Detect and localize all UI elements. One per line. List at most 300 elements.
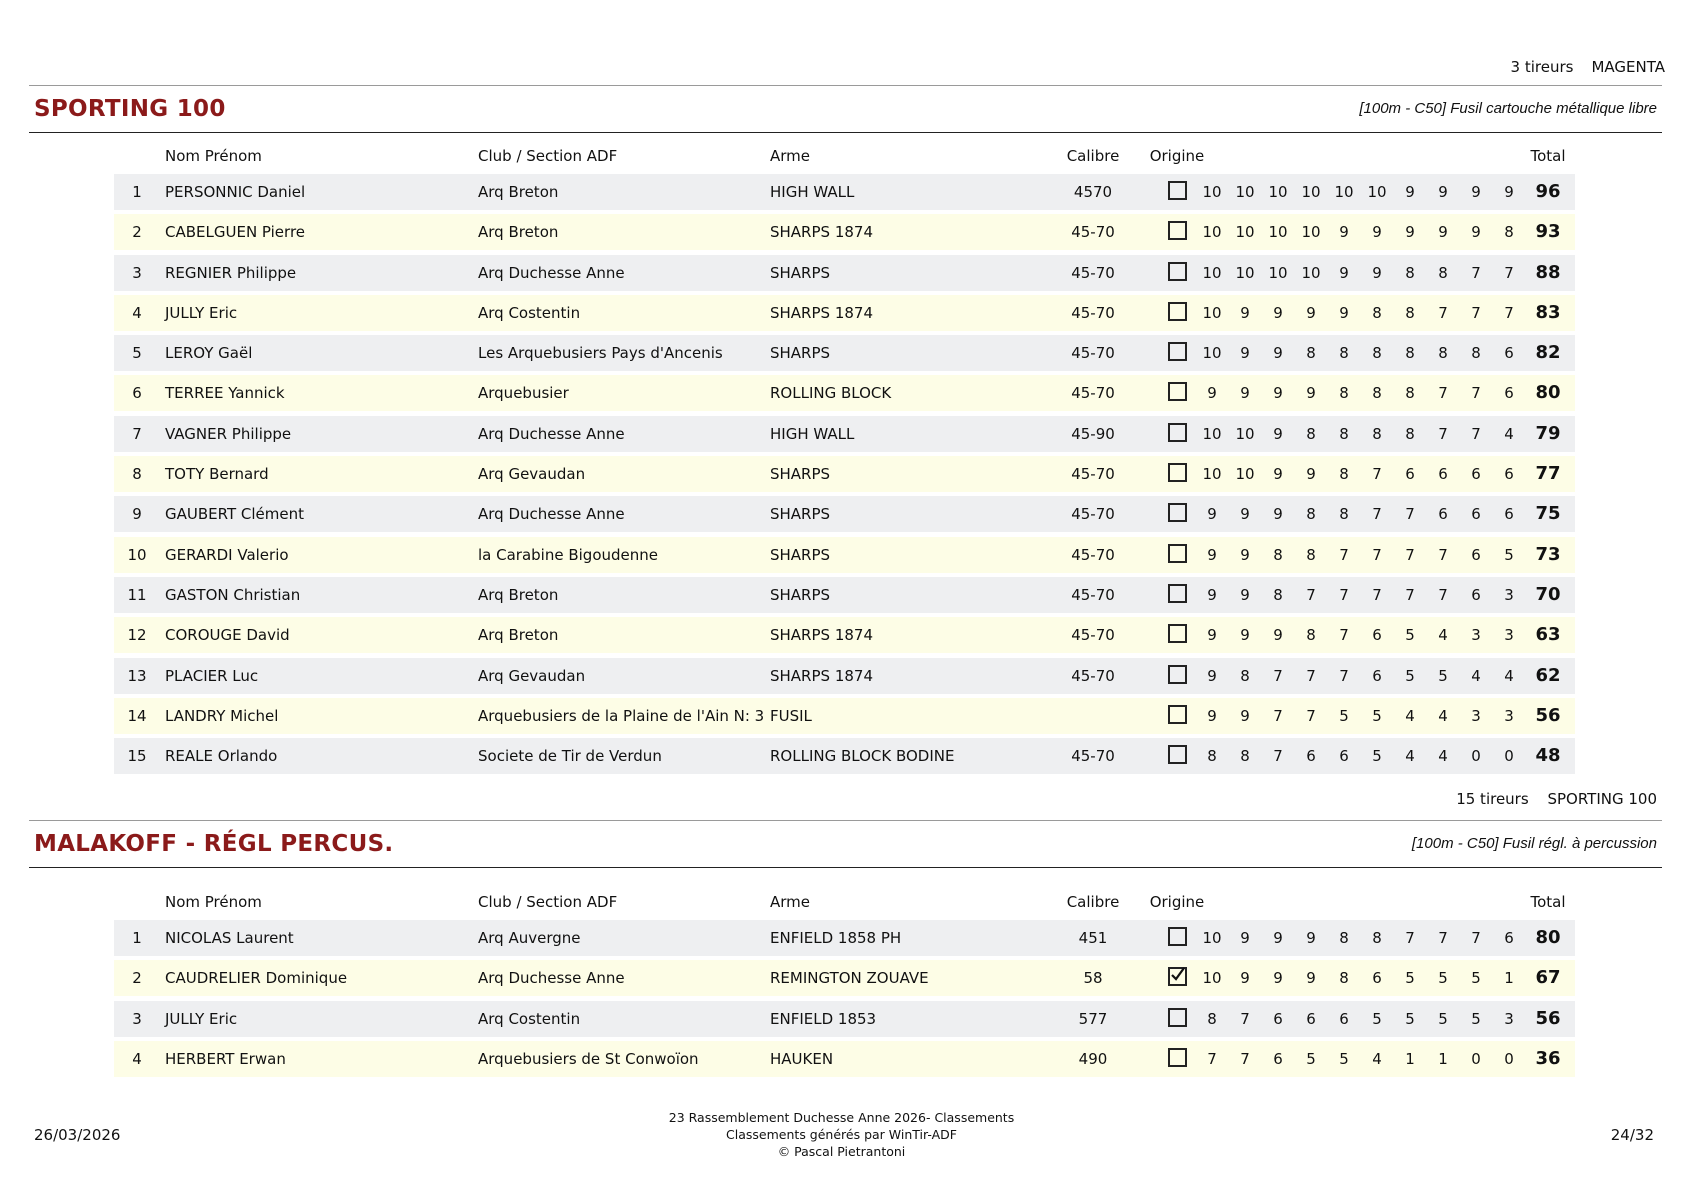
score-cell: 9	[1273, 465, 1283, 484]
score-cell: 10	[1235, 465, 1255, 484]
col-header-club: Club / Section ADF	[478, 147, 618, 165]
score-cell: 9	[1207, 545, 1217, 564]
score-cell: 9	[1207, 666, 1217, 685]
score-cell: 4	[1438, 706, 1448, 725]
score-cell: 8	[1240, 666, 1250, 685]
total-score: 63	[1535, 624, 1561, 646]
score-cell: 4	[1405, 747, 1415, 766]
score-cell: 0	[1504, 747, 1514, 766]
score-cell: 4	[1438, 747, 1448, 766]
table-row	[114, 738, 1575, 774]
score-cell: 8	[1471, 344, 1481, 363]
checkbox-icon	[1168, 382, 1187, 401]
score-cell: 0	[1471, 747, 1481, 766]
total-score: 82	[1535, 342, 1561, 364]
score-cell: 7	[1405, 545, 1415, 564]
score-cell: 10	[1334, 183, 1354, 201]
table-row	[114, 214, 1575, 250]
score-cell: 8	[1339, 929, 1349, 947]
shooter-name: TOTY Bernard	[165, 465, 269, 484]
table-row	[114, 255, 1575, 291]
table-row	[114, 416, 1575, 452]
score-cell: 9	[1207, 585, 1217, 604]
col-header-arme: Arme	[770, 893, 811, 911]
weapon-name: HAUKEN	[770, 1049, 834, 1068]
score-cell: 4	[1504, 666, 1514, 685]
score-cell: 5	[1372, 747, 1382, 766]
score-cell: 7	[1372, 505, 1382, 524]
score-cell: 8	[1372, 303, 1382, 322]
rank-cell: 14	[127, 706, 147, 725]
score-cell: 8	[1372, 929, 1382, 947]
score-cell: 8	[1339, 465, 1349, 484]
total-score: 83	[1535, 301, 1561, 323]
weapon-name: SHARPS 1874	[770, 626, 873, 645]
checkbox-icon	[1168, 221, 1187, 240]
total-score: 70	[1535, 583, 1561, 605]
score-cell: 9	[1240, 384, 1250, 403]
score-cell: 0	[1471, 1049, 1481, 1068]
total-score: 73	[1535, 543, 1561, 565]
score-cell: 7	[1471, 303, 1481, 322]
weapon-name: SHARPS	[770, 465, 831, 484]
score-cell: 8	[1504, 223, 1514, 242]
score-cell: 6	[1273, 1009, 1283, 1028]
col-header-calibre: Calibre	[1066, 893, 1120, 911]
score-cell: 6	[1306, 747, 1316, 766]
score-cell: 9	[1273, 424, 1283, 443]
shooter-name: GERARDI Valerio	[165, 545, 289, 564]
score-cell: 9	[1471, 223, 1481, 242]
score-cell: 8	[1405, 424, 1415, 443]
score-cell: 6	[1504, 465, 1514, 484]
table-row	[114, 335, 1575, 371]
weapon-name: SHARPS 1874	[770, 223, 873, 242]
score-cell: 9	[1339, 263, 1349, 282]
checkbox-icon	[1168, 584, 1187, 603]
score-cell: 10	[1202, 183, 1222, 201]
total-score: 48	[1535, 745, 1561, 767]
col-header-name: Nom Prénom	[165, 147, 262, 165]
calibre-value	[1054, 698, 1132, 734]
score-cell: 10	[1235, 223, 1255, 242]
calibre-value: 58	[1083, 969, 1103, 988]
shooter-name: JULLY Eric	[165, 1009, 238, 1028]
club-name: Arq Duchesse Anne	[478, 263, 625, 282]
col-header-name: Nom Prénom	[165, 893, 262, 911]
score-cell: 7	[1438, 384, 1448, 403]
score-cell: 8	[1339, 344, 1349, 363]
weapon-name: HIGH WALL	[770, 424, 855, 443]
score-cell: 6	[1471, 505, 1481, 524]
total-score: 67	[1535, 967, 1561, 989]
score-cell: 6	[1438, 505, 1448, 524]
score-cell: 8	[1339, 384, 1349, 403]
score-cell: 10	[1202, 424, 1222, 443]
score-cell: 10	[1268, 183, 1288, 201]
score-cell: 3	[1504, 626, 1514, 645]
score-cell: 8	[1438, 344, 1448, 363]
score-cell: 9	[1306, 384, 1316, 403]
score-cell: 5	[1405, 969, 1415, 988]
score-cell: 9	[1372, 223, 1382, 242]
club-name: Arquebusiers de St Conwoïon	[478, 1049, 699, 1068]
score-cell: 10	[1268, 263, 1288, 282]
calibre-value: 45-90	[1071, 424, 1115, 443]
checkbox-icon	[1168, 544, 1187, 563]
rank-cell: 6	[132, 384, 142, 403]
score-cell: 7	[1438, 424, 1448, 443]
score-cell: 3	[1471, 626, 1481, 645]
table-row	[114, 577, 1575, 613]
score-cell: 7	[1438, 303, 1448, 322]
score-cell: 10	[1367, 183, 1387, 201]
table-header-row	[114, 138, 1575, 174]
score-cell: 6	[1339, 1009, 1349, 1028]
score-cell: 5	[1405, 626, 1415, 645]
score-cell: 7	[1306, 706, 1316, 725]
score-cell: 9	[1339, 223, 1349, 242]
table-row	[114, 920, 1575, 956]
score-cell: 7	[1372, 545, 1382, 564]
score-cell: 7	[1273, 666, 1283, 685]
score-cell: 9	[1438, 183, 1448, 201]
score-cell: 9	[1306, 929, 1316, 947]
weapon-name: ENFIELD 1858 PH	[770, 929, 902, 947]
rank-cell: 12	[127, 626, 147, 645]
section-title: MALAKOFF - RÉGL PERCUS.	[34, 831, 394, 857]
col-header-club: Club / Section ADF	[478, 893, 618, 911]
score-cell: 4	[1438, 626, 1448, 645]
total-score: 80	[1535, 927, 1561, 948]
calibre-value: 45-70	[1071, 585, 1115, 604]
score-cell: 7	[1438, 585, 1448, 604]
score-cell: 9	[1207, 626, 1217, 645]
score-cell: 6	[1438, 465, 1448, 484]
rank-cell: 2	[132, 969, 142, 988]
rank-cell: 2	[132, 223, 142, 242]
calibre-value: 451	[1078, 929, 1108, 947]
footer-page-number: 24/32	[1610, 1126, 1654, 1144]
score-cell: 1	[1438, 1049, 1448, 1068]
previous-section-summary	[1511, 58, 1665, 76]
shooter-name: REGNIER Philippe	[165, 263, 297, 282]
total-score: 88	[1535, 261, 1561, 283]
score-cell: 5	[1339, 706, 1349, 725]
score-cell: 7	[1339, 626, 1349, 645]
rank-cell: 15	[127, 747, 147, 766]
rank-cell: 3	[132, 263, 142, 282]
score-cell: 8	[1438, 263, 1448, 282]
col-header-origine: Origine	[1149, 147, 1205, 165]
results-table	[114, 138, 1575, 778]
score-cell: 7	[1471, 929, 1481, 947]
club-name: Arq Breton	[478, 626, 559, 645]
club-name: Arquebusier	[478, 384, 569, 403]
rank-cell: 5	[132, 344, 142, 363]
weapon-name: ROLLING BLOCK BODINE	[770, 747, 955, 766]
score-cell: 7	[1405, 505, 1415, 524]
section-title: SPORTING 100	[34, 96, 226, 122]
club-name: Arq Costentin	[478, 1009, 581, 1028]
table-row	[114, 295, 1575, 331]
score-cell: 9	[1504, 183, 1514, 201]
score-cell: 7	[1339, 545, 1349, 564]
score-cell: 8	[1372, 344, 1382, 363]
table-row	[114, 174, 1575, 210]
score-cell: 5	[1372, 1009, 1382, 1028]
checkbox-icon	[1168, 503, 1187, 522]
score-cell: 7	[1306, 585, 1316, 604]
score-cell: 8	[1273, 545, 1283, 564]
club-name: Societe de Tir de Verdun	[478, 747, 662, 766]
section-summary	[1456, 790, 1657, 808]
calibre-value: 45-70	[1071, 545, 1115, 564]
score-cell: 10	[1235, 424, 1255, 443]
footer-line-1: 23 Rassemblement Duchesse Anne 2026- Classements	[668, 1110, 1015, 1125]
score-cell: 9	[1405, 223, 1415, 242]
score-cell: 8	[1405, 384, 1415, 403]
score-cell: 7	[1339, 585, 1349, 604]
weapon-name: SHARPS	[770, 344, 831, 363]
club-name: Arq Duchesse Anne	[478, 969, 625, 988]
score-cell: 4	[1405, 706, 1415, 725]
score-cell: 8	[1240, 747, 1250, 766]
calibre-value: 4570	[1073, 183, 1113, 201]
score-cell: 3	[1504, 585, 1514, 604]
score-cell: 6	[1273, 1049, 1283, 1068]
table-row	[114, 1041, 1575, 1077]
score-cell: 6	[1471, 545, 1481, 564]
score-cell: 9	[1273, 303, 1283, 322]
checkbox-icon	[1168, 1008, 1187, 1027]
weapon-name: SHARPS	[770, 505, 831, 524]
shooter-name: LEROY Gaël	[165, 344, 253, 363]
shooter-name: REALE Orlando	[165, 747, 278, 766]
score-cell: 9	[1240, 303, 1250, 322]
score-cell: 8	[1339, 505, 1349, 524]
section-sporting-100	[29, 85, 1662, 808]
table-row	[114, 456, 1575, 492]
score-cell: 7	[1339, 666, 1349, 685]
rank-cell: 11	[127, 585, 147, 604]
score-cell: 6	[1504, 505, 1514, 524]
score-cell: 3	[1471, 706, 1481, 725]
score-cell: 6	[1339, 747, 1349, 766]
section-subtitle: [100m - C50] Fusil régl. à percussion	[1411, 835, 1657, 852]
table-row	[114, 1001, 1575, 1037]
score-cell: 8	[1405, 303, 1415, 322]
score-cell: 7	[1273, 706, 1283, 725]
club-name: Arq Duchesse Anne	[478, 424, 625, 443]
col-header-total: Total	[1530, 893, 1566, 911]
score-cell: 8	[1306, 344, 1316, 363]
score-cell: 7	[1306, 666, 1316, 685]
footer-line-2: Classements générés par WinTir-ADF	[726, 1127, 957, 1142]
calibre-value: 490	[1078, 1049, 1108, 1068]
score-cell: 6	[1372, 969, 1382, 988]
score-cell: 9	[1240, 706, 1250, 725]
shooter-name: PERSONNIC Daniel	[165, 183, 306, 201]
score-cell: 5	[1504, 545, 1514, 564]
club-name: Arquebusiers de la Plaine de l'Ain N: 3	[478, 706, 765, 725]
score-cell: 6	[1372, 666, 1382, 685]
score-cell: 8	[1306, 626, 1316, 645]
score-cell: 9	[1240, 969, 1250, 988]
score-cell: 6	[1306, 1009, 1316, 1028]
score-cell: 7	[1405, 929, 1415, 947]
section-header	[29, 820, 1662, 868]
total-score: 62	[1535, 664, 1561, 686]
score-cell: 5	[1438, 969, 1448, 988]
score-cell: 0	[1504, 1049, 1514, 1068]
score-cell: 8	[1405, 263, 1415, 282]
checkbox-icon	[1168, 665, 1187, 684]
rank-cell: 1	[132, 929, 142, 947]
score-cell: 9	[1240, 929, 1250, 947]
score-cell: 9	[1339, 303, 1349, 322]
rank-cell: 13	[127, 666, 147, 685]
score-cell: 10	[1202, 929, 1222, 947]
score-cell: 9	[1273, 384, 1283, 403]
previous-section-count: 3 tireurs	[1510, 58, 1574, 76]
score-cell: 9	[1273, 626, 1283, 645]
score-cell: 5	[1339, 1049, 1349, 1068]
score-cell: 8	[1207, 1009, 1217, 1028]
score-cell: 10	[1301, 183, 1321, 201]
calibre-value: 45-70	[1071, 626, 1115, 645]
score-cell: 7	[1504, 263, 1514, 282]
score-cell: 6	[1504, 384, 1514, 403]
club-name: Arq Breton	[478, 223, 559, 242]
section-summary-count: 15 tireurs	[1456, 790, 1529, 808]
score-cell: 7	[1438, 929, 1448, 947]
score-cell: 7	[1240, 1009, 1250, 1028]
shooter-name: CAUDRELIER Dominique	[165, 969, 348, 988]
calibre-value: 45-70	[1071, 384, 1115, 403]
score-cell: 8	[1306, 505, 1316, 524]
weapon-name: ROLLING BLOCK	[770, 384, 892, 403]
club-name: Arq Breton	[478, 585, 559, 604]
score-cell: 7	[1405, 585, 1415, 604]
score-cell: 6	[1405, 465, 1415, 484]
score-cell: 9	[1306, 303, 1316, 322]
score-cell: 6	[1471, 465, 1481, 484]
score-cell: 1	[1405, 1049, 1415, 1068]
checkbox-icon	[1168, 342, 1187, 361]
score-cell: 10	[1202, 969, 1222, 988]
total-score: 79	[1535, 422, 1561, 444]
shooter-name: COROUGE David	[165, 626, 290, 645]
score-cell: 3	[1504, 1009, 1514, 1028]
club-name: la Carabine Bigoudenne	[478, 545, 658, 564]
score-cell: 8	[1372, 384, 1382, 403]
table-row	[114, 496, 1575, 532]
checkbox-icon	[1168, 302, 1187, 321]
col-header-calibre: Calibre	[1066, 147, 1120, 165]
total-score: 36	[1535, 1047, 1561, 1069]
section-summary-name: SPORTING 100	[1547, 790, 1657, 808]
score-cell: 6	[1372, 626, 1382, 645]
footer-credits	[0, 1109, 1683, 1160]
shooter-name: LANDRY Michel	[165, 706, 279, 725]
club-name: Arq Breton	[478, 183, 559, 201]
score-cell: 9	[1438, 223, 1448, 242]
shooter-name: GASTON Christian	[165, 585, 301, 604]
score-cell: 3	[1504, 706, 1514, 725]
section-subtitle: [100m - C50] Fusil cartouche métallique libre	[1359, 100, 1657, 117]
rank-cell: 3	[132, 1009, 142, 1028]
score-cell: 5	[1405, 1009, 1415, 1028]
score-cell: 8	[1306, 545, 1316, 564]
club-name: Arq Duchesse Anne	[478, 505, 625, 524]
results-table	[114, 884, 1575, 1081]
score-cell: 5	[1471, 1009, 1481, 1028]
score-cell: 10	[1301, 223, 1321, 242]
rank-cell: 10	[127, 545, 147, 564]
score-cell: 5	[1438, 666, 1448, 685]
score-cell: 6	[1504, 929, 1514, 947]
total-score: 75	[1535, 503, 1561, 525]
score-cell: 8	[1339, 424, 1349, 443]
calibre-value: 45-70	[1071, 263, 1115, 282]
score-cell: 9	[1273, 505, 1283, 524]
weapon-name: SHARPS	[770, 585, 831, 604]
checkbox-icon	[1168, 181, 1187, 200]
calibre-value: 577	[1078, 1009, 1108, 1028]
score-cell: 10	[1235, 263, 1255, 282]
score-cell: 4	[1372, 1049, 1382, 1068]
score-cell: 7	[1372, 585, 1382, 604]
rank-cell: 9	[132, 505, 142, 524]
rank-cell: 8	[132, 465, 142, 484]
total-score: 93	[1535, 221, 1561, 243]
score-cell: 5	[1438, 1009, 1448, 1028]
club-name: Les Arquebusiers Pays d'Ancenis	[478, 344, 723, 363]
score-cell: 9	[1207, 384, 1217, 403]
score-cell: 9	[1306, 465, 1316, 484]
checkbox-icon	[1168, 463, 1187, 482]
score-cell: 10	[1235, 183, 1255, 201]
score-cell: 9	[1372, 263, 1382, 282]
score-cell: 9	[1273, 969, 1283, 988]
weapon-name: FUSIL	[770, 706, 812, 725]
total-score: 77	[1535, 463, 1561, 485]
score-cell: 10	[1202, 303, 1222, 322]
table-row	[114, 617, 1575, 653]
rank-cell: 4	[132, 303, 142, 322]
score-cell: 9	[1207, 505, 1217, 524]
score-cell: 5	[1471, 969, 1481, 988]
score-cell: 8	[1339, 969, 1349, 988]
club-name: Arq Gevaudan	[478, 465, 586, 484]
shooter-name: GAUBERT Clément	[165, 505, 304, 524]
score-cell: 9	[1240, 344, 1250, 363]
score-cell: 5	[1405, 666, 1415, 685]
score-cell: 9	[1273, 344, 1283, 363]
score-cell: 10	[1202, 223, 1222, 242]
table-row	[114, 960, 1575, 996]
shooter-name: CABELGUEN Pierre	[165, 223, 306, 242]
footer-line-3: © Pascal Pietrantoni	[777, 1144, 906, 1159]
col-header-total: Total	[1530, 147, 1566, 165]
section-malakoff	[29, 820, 1662, 1069]
score-cell: 6	[1471, 585, 1481, 604]
table-row	[114, 537, 1575, 573]
shooter-name: PLACIER Luc	[165, 666, 259, 685]
score-cell: 6	[1504, 344, 1514, 363]
checkbox-icon	[1168, 745, 1187, 764]
